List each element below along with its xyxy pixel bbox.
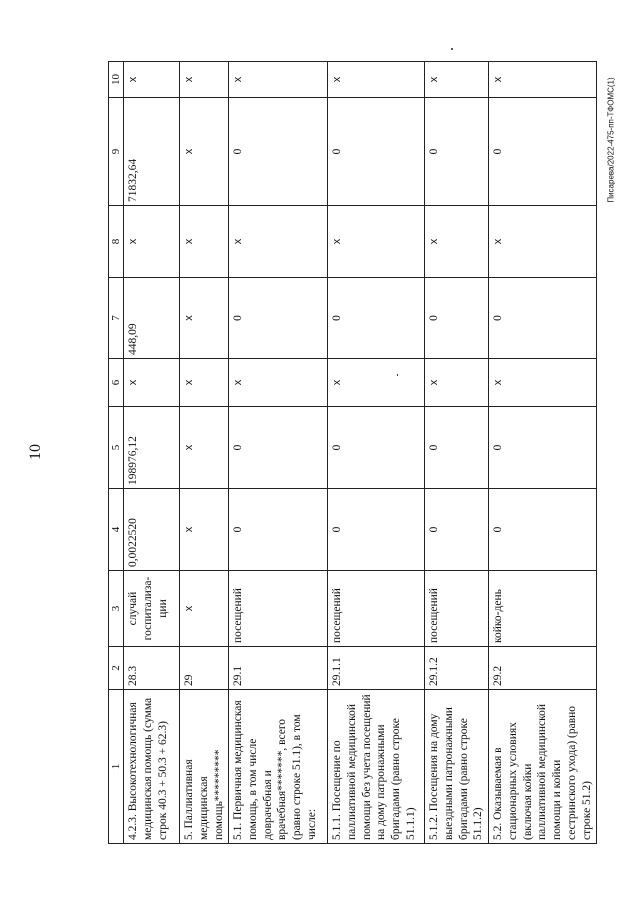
value-cell: х	[180, 98, 229, 206]
value-cell: х	[180, 278, 229, 359]
row-label: 5.1. Первичная медицинская помощь, в том числе доврачебная и врачебная*******, всего (равно строке 51.1), в том числе:	[229, 690, 328, 844]
value-cell: х	[180, 206, 229, 278]
value-cell: 0	[328, 98, 425, 206]
value-cell: х	[124, 359, 180, 407]
column-number: 1	[109, 690, 124, 844]
value-cell: х	[229, 62, 328, 98]
unit-cell: койко-день	[489, 571, 597, 647]
value-cell: х	[180, 489, 229, 571]
row-code: 29.1.1	[328, 647, 425, 690]
value-cell: 0	[425, 489, 489, 571]
value-cell: 0	[489, 278, 597, 359]
value-cell: 0	[328, 278, 425, 359]
value-cell: 71832,64	[124, 98, 180, 206]
column-number: 8	[109, 206, 124, 278]
value-cell: 448,09	[124, 278, 180, 359]
value-cell: 0	[328, 489, 425, 571]
value-cell: 0	[489, 407, 597, 489]
row-label: 5.1.1. Посещение по паллиативной медицинской помощи без учета посещений на дому патронажными бригадами (равно строке 51.1.1)	[328, 690, 425, 844]
row-label: 5.2. Оказываемая в стационарных условиях (включая койки паллиативной медицинской помощи и койки сестринского ухода) (равно строке 51.2)	[489, 690, 597, 844]
value-cell: х	[124, 62, 180, 98]
value-cell: х	[180, 62, 229, 98]
value-cell: х	[425, 359, 489, 407]
unit-cell: случай госпитализа-ции	[124, 571, 180, 647]
value-cell: 0	[425, 407, 489, 489]
table-row	[489, 62, 597, 844]
document-reference: Писарева/2022-475-пп-ТФОМС(1)	[606, 77, 616, 203]
column-number: 4	[109, 489, 124, 571]
data-table	[108, 61, 597, 844]
value-cell: 0	[229, 407, 328, 489]
value-cell: 0	[229, 98, 328, 206]
page-number: 10	[27, 444, 44, 460]
table-row	[180, 62, 229, 844]
row-code: 29	[180, 647, 229, 690]
column-number: 3	[109, 571, 124, 647]
column-number: 7	[109, 278, 124, 359]
row-code: 29.1	[229, 647, 328, 690]
value-cell: х	[489, 359, 597, 407]
row-code: 29.2	[489, 647, 597, 690]
value-cell: х	[425, 206, 489, 278]
value-cell: 198976,12	[124, 407, 180, 489]
unit-cell: посещений	[328, 571, 425, 647]
value-cell: 0	[229, 278, 328, 359]
scan-speck	[451, 48, 453, 50]
table-row	[425, 62, 489, 844]
value-cell: х	[124, 206, 180, 278]
value-cell: х	[180, 407, 229, 489]
column-number: 6	[109, 359, 124, 407]
value-cell: х	[328, 62, 425, 98]
row-label: 5. Паллиативная медицинская помощь*********	[180, 690, 229, 844]
row-code: 28.3	[124, 647, 180, 690]
unit-cell: посещений	[425, 571, 489, 647]
column-number: 10	[109, 62, 124, 98]
value-cell: 0	[489, 489, 597, 571]
rotated-table-area	[108, 62, 593, 844]
column-number-row	[109, 62, 124, 844]
row-label: 4.2.3. Высокотехнологичная медицинская помощь (сумма строк 40.3 + 50.3 + 62.3)	[124, 690, 180, 844]
table-row	[124, 62, 180, 844]
value-cell: х	[328, 359, 425, 407]
value-cell: х	[229, 359, 328, 407]
column-number: 9	[109, 98, 124, 206]
unit-cell: посещений	[229, 571, 328, 647]
value-cell: х	[489, 62, 597, 98]
value-cell: х	[328, 206, 425, 278]
value-cell: 0	[425, 278, 489, 359]
value-cell: х	[425, 62, 489, 98]
row-label: 5.1.2. Посещения на дому выездными патронажными бригадами (равно строке 51.1.2)	[425, 690, 489, 844]
column-number: 2	[109, 647, 124, 690]
row-code: 29.1.2	[425, 647, 489, 690]
value-cell: х	[180, 359, 229, 407]
unit-cell: х	[180, 571, 229, 647]
value-cell: 0	[229, 489, 328, 571]
value-cell: 0	[425, 98, 489, 206]
value-cell: 0	[328, 407, 425, 489]
table-row	[328, 62, 425, 844]
value-cell: 0	[489, 98, 597, 206]
value-cell: х	[489, 206, 597, 278]
table-row	[229, 62, 328, 844]
value-cell: 0,0022520	[124, 489, 180, 571]
value-cell: х	[229, 206, 328, 278]
column-number: 5	[109, 407, 124, 489]
